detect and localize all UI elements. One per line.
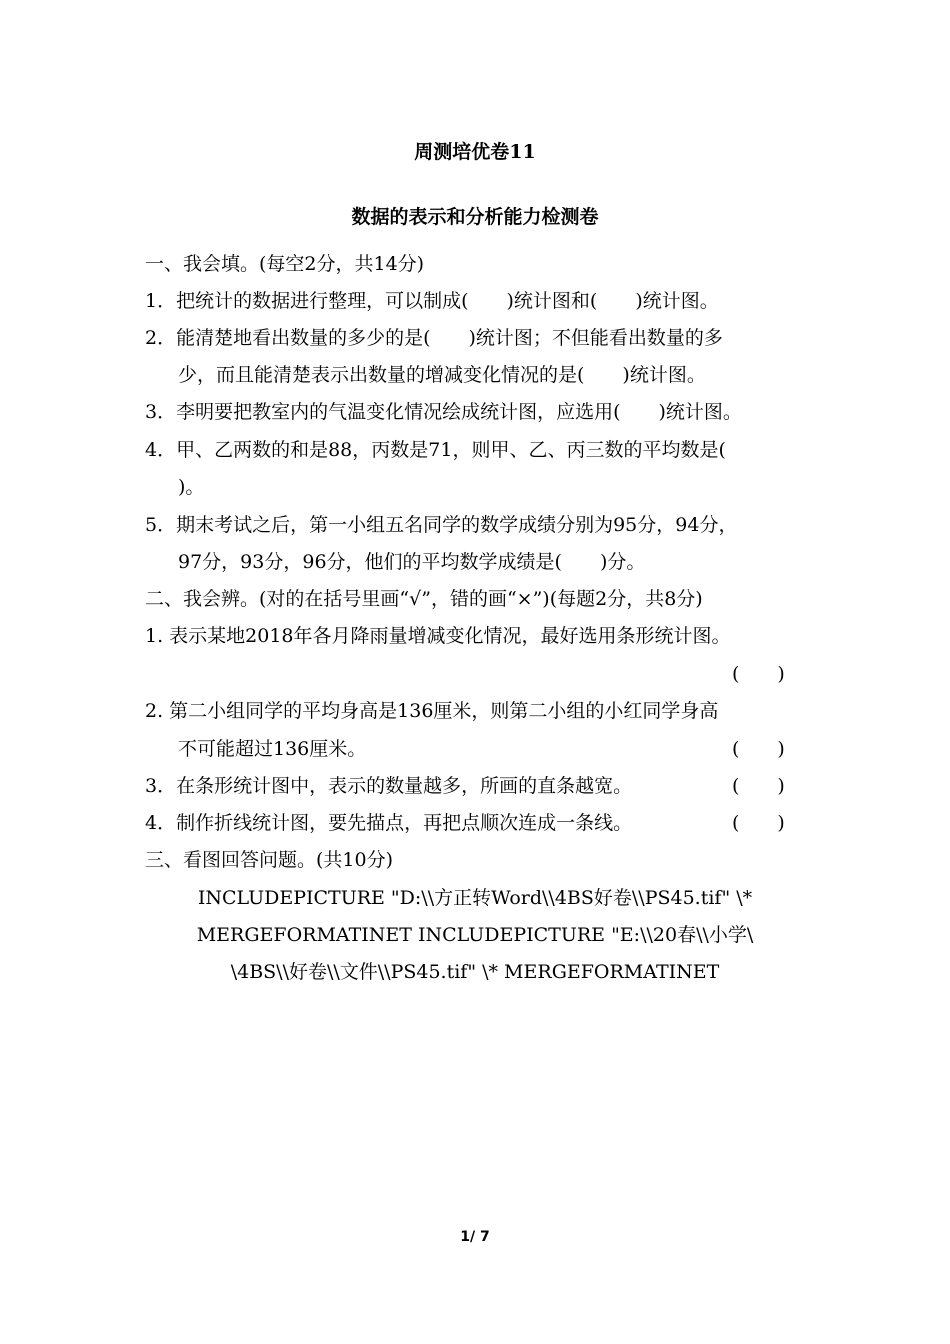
include-picture-field-line3: \4BS\\好卷\\文件\\PS45.tif" \* MERGEFORMATINET	[230, 961, 720, 983]
section1-question-2-line1: 2．能清楚地看出数量的多少的是( )统计图；不但能看出数量的多	[145, 327, 723, 349]
section1-question-2-line2: 少，而且能清楚表示出数量的增减变化情况的是( )统计图。	[178, 364, 706, 386]
section2-question-3: 3．在条形统计图中，表示的数量越多，所画的直条越宽。	[145, 775, 633, 797]
section1-heading: 一、我会填。(每空2分，共14分)	[145, 253, 425, 275]
section2-question-1: 1. 表示某地2018年各月降雨量增减变化情况，最好选用条形统计图。	[145, 625, 731, 647]
section1-question-5-line2: 97分，93分，96分，他们的平均数学成绩是( )分。	[178, 551, 646, 573]
section2-question-3-answer-bracket: ( )	[732, 775, 785, 797]
section2-question-4: 4．制作折线统计图，要先描点，再把点顺次连成一条线。	[145, 812, 633, 834]
section2-question-4-answer-bracket: ( )	[732, 812, 785, 834]
section1-question-3: 3．李明要把教室内的气温变化情况绘成统计图，应选用( )统计图。	[145, 401, 742, 423]
page-subtitle: 数据的表示和分析能力检测卷	[351, 206, 599, 228]
include-picture-field-line1: INCLUDEPICTURE "D:\\方正转Word\\4BS好卷\\PS45.tif" \*	[197, 887, 753, 909]
section1-question-4-line1: 4．甲、乙两数的和是88，丙数是71，则甲、乙、丙三数的平均数是(	[145, 439, 726, 461]
section1-question-4-line2: )。	[178, 476, 205, 498]
page-title: 周测培优卷11	[414, 141, 536, 163]
section2-question-1-answer-bracket: ( )	[732, 663, 785, 685]
section2-question-2-line1: 2. 第二小组同学的平均身高是136厘米，则第二小组的小红同学身高	[145, 700, 719, 722]
section2-question-2-line2: 不可能超过136厘米。	[178, 738, 367, 760]
page-number: 1/ 7	[460, 1229, 490, 1245]
section1-question-1: 1．把统计的数据进行整理，可以制成( )统计图和( )统计图。	[145, 290, 719, 312]
section1-question-5-line1: 5．期末考试之后，第一小组五名同学的数学成绩分别为95分，94分，	[145, 514, 738, 536]
section2-question-2-answer-bracket: ( )	[732, 738, 785, 760]
section3-heading: 三、看图回答问题。(共10分)	[145, 849, 394, 871]
include-picture-field-line2: MERGEFORMATINET INCLUDEPICTURE "E:\\20春\\小学\	[196, 924, 754, 946]
section2-heading: 二、我会辨。(对的在括号里画“√”，错的画“×”)(每题2分，共8分)	[145, 588, 703, 610]
